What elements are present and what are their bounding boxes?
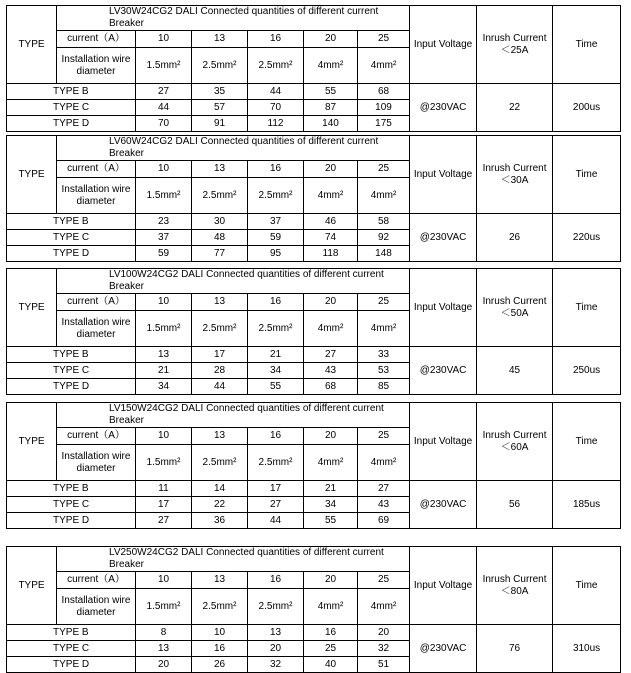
- wire-value: 4mm²: [304, 178, 358, 214]
- cell: 23: [136, 214, 192, 230]
- current-value: 13: [192, 572, 248, 589]
- inrush-label: Inrush Current: [482, 295, 547, 307]
- cell: 95: [248, 246, 304, 262]
- inrush-value: 56: [477, 481, 553, 529]
- current-value: 20: [304, 294, 358, 311]
- row-type-label: TYPE C: [7, 363, 136, 379]
- inrush-limit: ＜80A: [500, 585, 529, 597]
- cell: 34: [304, 497, 358, 513]
- voltage-value: @230VAC: [410, 84, 477, 132]
- cell: 25: [304, 641, 358, 657]
- cell: 32: [248, 657, 304, 673]
- cell: 140: [304, 116, 358, 132]
- cell: 14: [192, 481, 248, 497]
- time-header: Time: [553, 547, 621, 625]
- time-header: Time: [553, 6, 621, 84]
- current-value: 25: [358, 572, 410, 589]
- type-header: TYPE: [7, 269, 57, 347]
- current-label: current（A）: [57, 428, 136, 445]
- cell: 74: [304, 230, 358, 246]
- wire-label-line2: diameter: [76, 328, 116, 340]
- table-row: [7, 84, 621, 100]
- cell: 10: [192, 625, 248, 641]
- row-type-label: TYPE B: [7, 84, 136, 100]
- inrush-current-header: [477, 269, 553, 347]
- wire-value: 2.5mm²: [192, 48, 248, 84]
- wire-diameter-label: [57, 311, 136, 347]
- time-value: 185us: [553, 481, 621, 529]
- cell: 57: [192, 100, 248, 116]
- wire-label-line1: Installation wire: [61, 183, 131, 195]
- table-row: [7, 481, 621, 497]
- cell: 70: [248, 100, 304, 116]
- cell: 22: [192, 497, 248, 513]
- cell: 13: [248, 625, 304, 641]
- inrush-current-header: [477, 136, 553, 214]
- cell: 77: [192, 246, 248, 262]
- row-type-label: TYPE C: [7, 100, 136, 116]
- cell: 85: [358, 379, 410, 395]
- cell: 21: [304, 481, 358, 497]
- inrush-label: Inrush Current: [482, 429, 547, 441]
- cell: 58: [358, 214, 410, 230]
- cell: 51: [358, 657, 410, 673]
- current-value: 20: [304, 31, 358, 48]
- wire-value: 2.5mm²: [192, 445, 248, 481]
- current-value: 25: [358, 161, 410, 178]
- cell: 20: [358, 625, 410, 641]
- cell: 46: [304, 214, 358, 230]
- inrush-limit: ＜25A: [500, 44, 529, 56]
- current-label: current（A）: [57, 161, 136, 178]
- current-value: 20: [304, 572, 358, 589]
- breaker-table: [6, 268, 621, 395]
- wire-value: 2.5mm²: [248, 445, 304, 481]
- cell: 34: [248, 363, 304, 379]
- cell: 20: [136, 657, 192, 673]
- voltage-value: @230VAC: [410, 481, 477, 529]
- cell: 13: [136, 347, 192, 363]
- cell: 48: [192, 230, 248, 246]
- cell: 36: [192, 513, 248, 529]
- wire-value: 4mm²: [304, 589, 358, 625]
- current-value: 25: [358, 294, 410, 311]
- time-header: Time: [553, 403, 621, 481]
- table-row: [7, 347, 621, 363]
- type-header: TYPE: [7, 136, 57, 214]
- wire-diameter-label: [57, 48, 136, 84]
- row-type-label: TYPE B: [7, 347, 136, 363]
- current-value: 10: [136, 428, 192, 445]
- inrush-limit: ＜30A: [500, 174, 529, 186]
- wire-diameter-label: [57, 589, 136, 625]
- wire-value: 2.5mm²: [192, 589, 248, 625]
- cell: 109: [358, 100, 410, 116]
- cell: 28: [192, 363, 248, 379]
- time-header: Time: [553, 136, 621, 214]
- cell: 92: [358, 230, 410, 246]
- cell: 40: [304, 657, 358, 673]
- current-label: current（A）: [57, 31, 136, 48]
- cell: 32: [358, 641, 410, 657]
- table-title: LV250W24CG2 DALI Connected quantities of different current Breaker: [57, 547, 410, 572]
- wire-value: 4mm²: [304, 445, 358, 481]
- cell: 27: [136, 84, 192, 100]
- cell: 59: [136, 246, 192, 262]
- cell: 43: [304, 363, 358, 379]
- cell: 17: [136, 497, 192, 513]
- table-block-lv150w: [6, 402, 620, 529]
- cell: 35: [192, 84, 248, 100]
- current-value: 25: [358, 428, 410, 445]
- cell: 37: [248, 214, 304, 230]
- wire-value: 1.5mm²: [136, 445, 192, 481]
- cell: 27: [304, 347, 358, 363]
- cell: 44: [248, 513, 304, 529]
- breaker-table: [6, 546, 621, 673]
- type-header: TYPE: [7, 547, 57, 625]
- cell: 53: [358, 363, 410, 379]
- voltage-value: @230VAC: [410, 347, 477, 395]
- wire-value: 2.5mm²: [248, 178, 304, 214]
- current-value: 16: [248, 294, 304, 311]
- current-value: 16: [248, 31, 304, 48]
- breaker-table: [6, 402, 621, 529]
- cell: 112: [248, 116, 304, 132]
- current-value: 10: [136, 572, 192, 589]
- inrush-value: 22: [477, 84, 553, 132]
- inrush-current-header: [477, 547, 553, 625]
- row-type-label: TYPE C: [7, 497, 136, 513]
- wire-value: 1.5mm²: [136, 589, 192, 625]
- wire-diameter-label: [57, 178, 136, 214]
- cell: 44: [192, 379, 248, 395]
- current-value: 13: [192, 294, 248, 311]
- table-block-lv100w: [6, 268, 620, 395]
- time-value: 200us: [553, 84, 621, 132]
- inrush-label: Inrush Current: [482, 32, 547, 44]
- cell: 30: [192, 214, 248, 230]
- cell: 68: [358, 84, 410, 100]
- wire-label-line2: diameter: [76, 606, 116, 618]
- cell: 148: [358, 246, 410, 262]
- wire-value: 1.5mm²: [136, 311, 192, 347]
- wire-value: 4mm²: [358, 445, 410, 481]
- row-type-label: TYPE D: [7, 513, 136, 529]
- row-type-label: TYPE C: [7, 230, 136, 246]
- wire-label-line2: diameter: [76, 65, 116, 77]
- inrush-label: Inrush Current: [482, 162, 547, 174]
- table-block-lv60w: [6, 135, 620, 262]
- wire-value: 4mm²: [358, 589, 410, 625]
- wire-value: 4mm²: [304, 48, 358, 84]
- time-value: 250us: [553, 347, 621, 395]
- wire-value: 2.5mm²: [248, 589, 304, 625]
- wire-label-line1: Installation wire: [61, 450, 131, 462]
- inrush-label: Inrush Current: [482, 573, 547, 585]
- inrush-value: 26: [477, 214, 553, 262]
- cell: 17: [192, 347, 248, 363]
- time-value: 310us: [553, 625, 621, 673]
- table-block-lv250w: [6, 546, 620, 673]
- wire-value: 2.5mm²: [248, 48, 304, 84]
- input-voltage-header: Input Voltage: [410, 269, 477, 347]
- cell: 44: [248, 84, 304, 100]
- wire-label-line2: diameter: [76, 462, 116, 474]
- cell: 11: [136, 481, 192, 497]
- inrush-limit: ＜60A: [500, 441, 529, 453]
- row-type-label: TYPE D: [7, 246, 136, 262]
- voltage-value: @230VAC: [410, 625, 477, 673]
- input-voltage-header: Input Voltage: [410, 136, 477, 214]
- time-value: 220us: [553, 214, 621, 262]
- wire-label-line2: diameter: [76, 195, 116, 207]
- current-value: 10: [136, 31, 192, 48]
- current-value: 13: [192, 428, 248, 445]
- table-row: [7, 214, 621, 230]
- cell: 21: [136, 363, 192, 379]
- wire-value: 4mm²: [358, 178, 410, 214]
- wire-value: 2.5mm²: [192, 311, 248, 347]
- inrush-limit: ＜50A: [500, 307, 529, 319]
- current-value: 13: [192, 161, 248, 178]
- table-title: LV100W24CG2 DALI Connected quantities of different current Breaker: [57, 269, 410, 294]
- inrush-value: 76: [477, 625, 553, 673]
- cell: 175: [358, 116, 410, 132]
- cell: 91: [192, 116, 248, 132]
- current-value: 20: [304, 428, 358, 445]
- cell: 33: [358, 347, 410, 363]
- wire-value: 2.5mm²: [192, 178, 248, 214]
- cell: 59: [248, 230, 304, 246]
- cell: 44: [136, 100, 192, 116]
- wire-value: 2.5mm²: [248, 311, 304, 347]
- cell: 37: [136, 230, 192, 246]
- current-value: 16: [248, 161, 304, 178]
- row-type-label: TYPE D: [7, 379, 136, 395]
- wire-value: 4mm²: [358, 48, 410, 84]
- table-row: [7, 625, 621, 641]
- cell: 68: [304, 379, 358, 395]
- cell: 55: [304, 513, 358, 529]
- inrush-current-header: [477, 403, 553, 481]
- breaker-table: [6, 135, 621, 262]
- cell: 8: [136, 625, 192, 641]
- cell: 118: [304, 246, 358, 262]
- cell: 27: [358, 481, 410, 497]
- current-value: 16: [248, 428, 304, 445]
- cell: 17: [248, 481, 304, 497]
- inrush-value: 45: [477, 347, 553, 395]
- wire-value: 1.5mm²: [136, 48, 192, 84]
- current-value: 16: [248, 572, 304, 589]
- table-title: LV30W24CG2 DALI Connected quantities of different current Breaker: [57, 6, 410, 31]
- current-label: current（A）: [57, 572, 136, 589]
- row-type-label: TYPE B: [7, 481, 136, 497]
- cell: 27: [248, 497, 304, 513]
- row-type-label: TYPE C: [7, 641, 136, 657]
- table-block-lv30w: [6, 5, 620, 132]
- cell: 26: [192, 657, 248, 673]
- cell: 55: [248, 379, 304, 395]
- cell: 43: [358, 497, 410, 513]
- wire-diameter-label: [57, 445, 136, 481]
- wire-label-line1: Installation wire: [61, 594, 131, 606]
- type-header: TYPE: [7, 403, 57, 481]
- current-value: 13: [192, 31, 248, 48]
- current-label: current（A）: [57, 294, 136, 311]
- cell: 27: [136, 513, 192, 529]
- inrush-current-header: [477, 6, 553, 84]
- wire-label-line1: Installation wire: [61, 316, 131, 328]
- cell: 20: [248, 641, 304, 657]
- cell: 69: [358, 513, 410, 529]
- row-type-label: TYPE B: [7, 625, 136, 641]
- cell: 34: [136, 379, 192, 395]
- cell: 87: [304, 100, 358, 116]
- cell: 16: [304, 625, 358, 641]
- input-voltage-header: Input Voltage: [410, 403, 477, 481]
- row-type-label: TYPE D: [7, 116, 136, 132]
- current-value: 25: [358, 31, 410, 48]
- input-voltage-header: Input Voltage: [410, 6, 477, 84]
- cell: 70: [136, 116, 192, 132]
- cell: 13: [136, 641, 192, 657]
- table-title: LV60W24CG2 DALI Connected quantities of different current Breaker: [57, 136, 410, 161]
- voltage-value: @230VAC: [410, 214, 477, 262]
- row-type-label: TYPE D: [7, 657, 136, 673]
- input-voltage-header: Input Voltage: [410, 547, 477, 625]
- table-title: LV150W24CG2 DALI Connected quantities of different current Breaker: [57, 403, 410, 428]
- breaker-table: [6, 5, 621, 132]
- time-header: Time: [553, 269, 621, 347]
- type-header: TYPE: [7, 6, 57, 84]
- current-value: 10: [136, 161, 192, 178]
- current-value: 20: [304, 161, 358, 178]
- cell: 55: [304, 84, 358, 100]
- cell: 21: [248, 347, 304, 363]
- row-type-label: TYPE B: [7, 214, 136, 230]
- wire-value: 4mm²: [304, 311, 358, 347]
- current-value: 10: [136, 294, 192, 311]
- wire-value: 1.5mm²: [136, 178, 192, 214]
- wire-value: 4mm²: [358, 311, 410, 347]
- wire-label-line1: Installation wire: [61, 53, 131, 65]
- cell: 16: [192, 641, 248, 657]
